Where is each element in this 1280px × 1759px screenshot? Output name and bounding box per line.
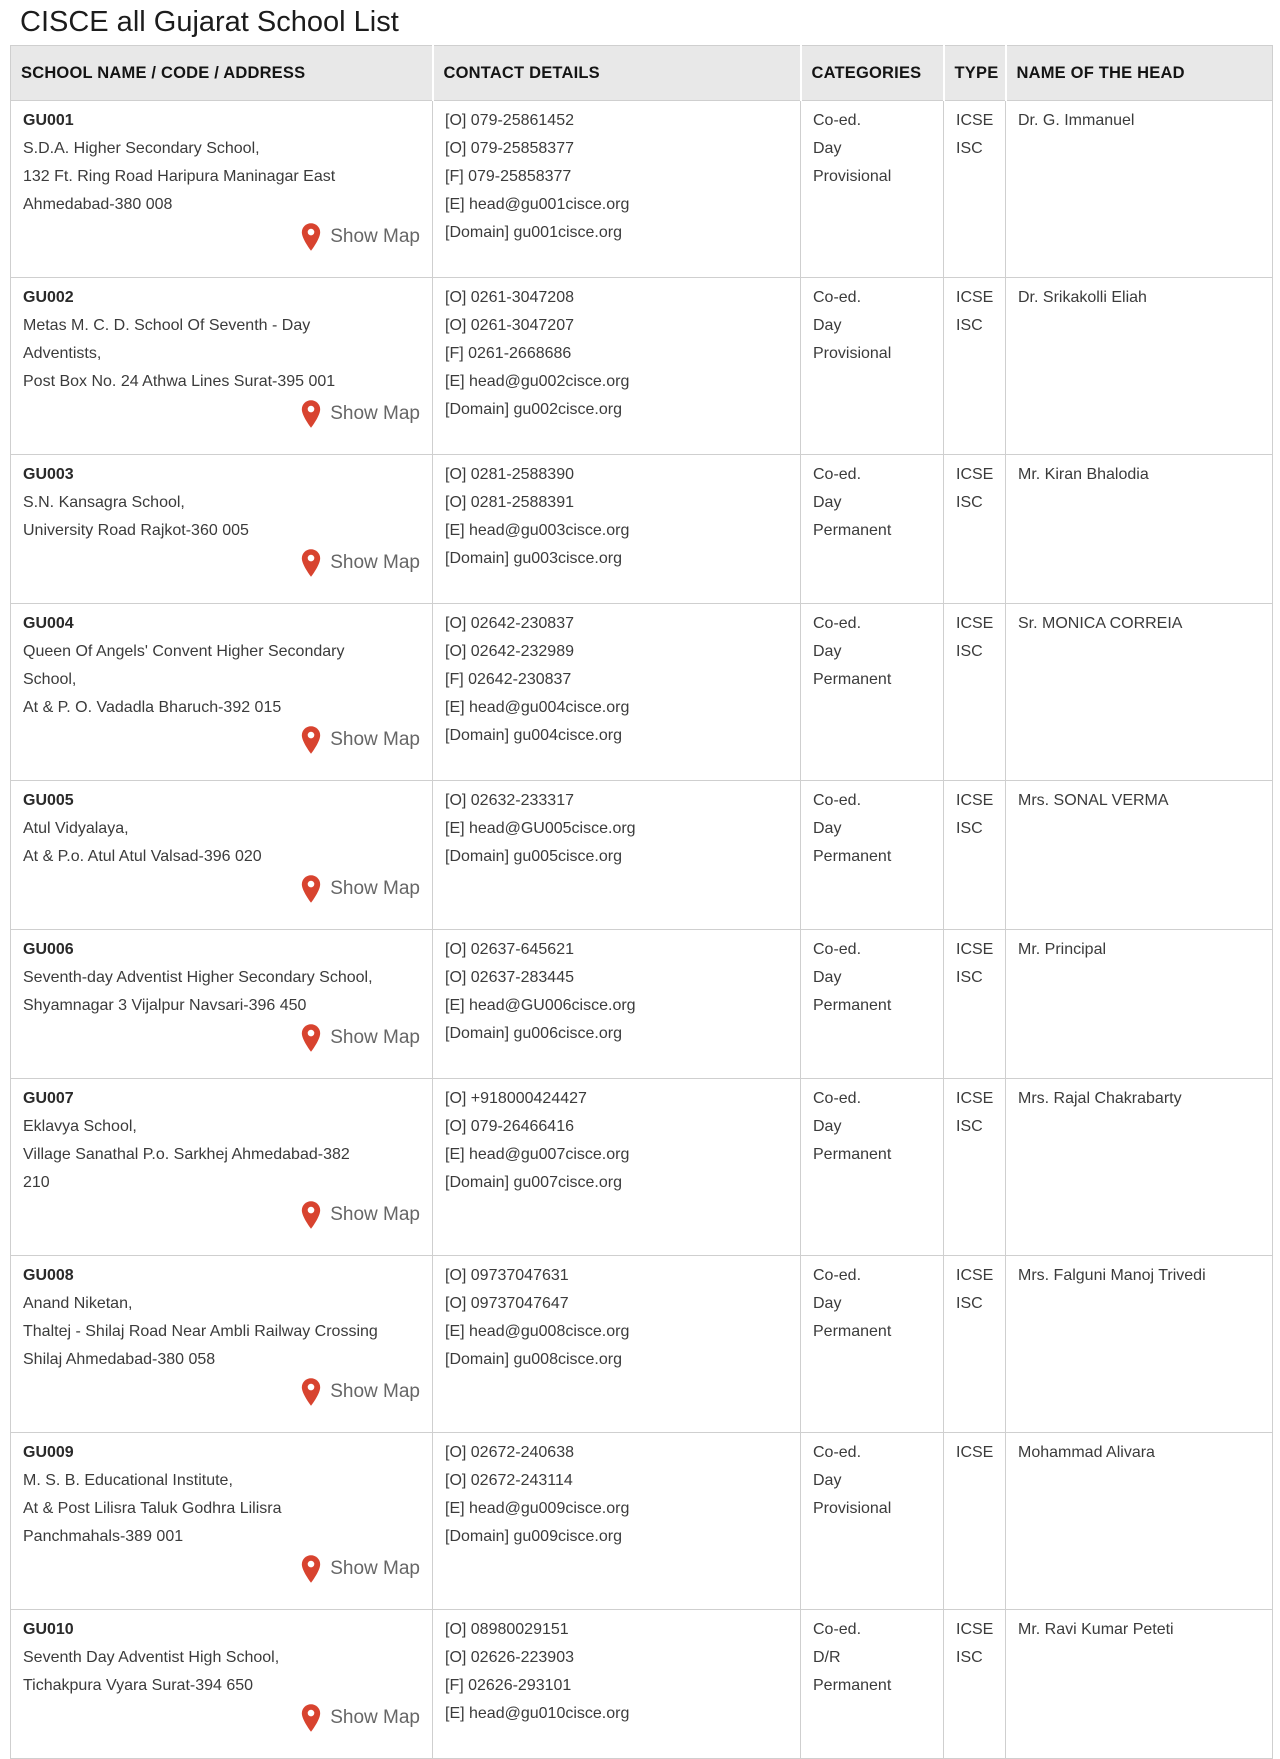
contact-cell — [433, 1079, 801, 1256]
map-pin-icon[interactable] — [300, 1023, 322, 1053]
category-line: Co-ed. — [813, 1267, 862, 1284]
address-line: At & P.o. Atul Atul Valsad-396 020 — [23, 848, 262, 865]
school-code: GU002 — [23, 289, 74, 306]
contact-line: [O] 09737047647 — [445, 1295, 569, 1312]
header-row — [11, 46, 1273, 101]
category-line: Permanent — [813, 522, 892, 539]
school-code: GU001 — [23, 112, 74, 129]
contact-line: [O] 02637-645621 — [445, 941, 574, 958]
contact-line: [Domain] gu005cisce.org — [445, 848, 622, 865]
address-lines — [23, 1467, 422, 1551]
show-map-label: Show Map — [330, 403, 420, 424]
school-cell — [11, 1433, 433, 1610]
contact-cell — [433, 455, 801, 604]
category-line: Co-ed. — [813, 941, 862, 958]
head-name: Mr. Principal — [1018, 941, 1107, 958]
show-map-link[interactable] — [23, 221, 422, 253]
page-title: CISCE all Gujarat School List — [20, 6, 399, 38]
type-line: ICSE — [956, 466, 994, 483]
contact-line: [E] head@gu010cisce.org — [445, 1705, 630, 1722]
map-pin-icon[interactable] — [300, 399, 322, 429]
address-line: Shilaj Ahmedabad-380 058 — [23, 1351, 216, 1368]
address-line: Thaltej - Shilaj Road Near Ambli Railway Crossing — [23, 1323, 378, 1340]
contact-cell — [433, 101, 801, 278]
address-line: M. S. B. Educational Institute, — [23, 1472, 233, 1489]
type-line: ICSE — [956, 1090, 994, 1107]
head-name: Dr. Srikakolli Eliah — [1018, 289, 1147, 306]
contact-line: [O] 079-26466416 — [445, 1118, 574, 1135]
table-row — [11, 278, 1273, 455]
map-pin-icon[interactable] — [300, 1554, 322, 1584]
table-row — [11, 604, 1273, 781]
categories-cell — [801, 1433, 944, 1610]
address-line: 210 — [23, 1174, 50, 1191]
school-code: GU004 — [23, 615, 74, 632]
type-cell — [944, 930, 1006, 1079]
head-name: Mr. Kiran Bhalodia — [1018, 466, 1149, 483]
contact-line: [F] 02626-293101 — [445, 1677, 572, 1694]
address-line: Seventh Day Adventist High School, — [23, 1649, 280, 1666]
category-line: Co-ed. — [813, 466, 862, 483]
address-line: Anand Niketan, — [23, 1295, 133, 1312]
contact-line: [E] head@gu004cisce.org — [445, 699, 630, 716]
type-line: ICSE — [956, 615, 994, 632]
categories-cell — [801, 101, 944, 278]
show-map-link[interactable] — [23, 1022, 422, 1054]
contact-line: [O] +918000424427 — [445, 1090, 587, 1107]
address-line: Metas M. C. D. School Of Seventh - Day — [23, 317, 311, 334]
page — [0, 5, 1280, 1734]
type-line: ISC — [956, 969, 983, 986]
head-name: Mr. Ravi Kumar Peteti — [1018, 1621, 1174, 1638]
contact-line: [Domain] gu008cisce.org — [445, 1351, 622, 1368]
head-cell — [1006, 1079, 1273, 1256]
school-cell — [11, 1256, 433, 1433]
contact-line: [O] 0261-3047208 — [445, 289, 574, 306]
address-line: Adventists, — [23, 345, 102, 362]
category-line: Day — [813, 317, 842, 334]
school-code: GU009 — [23, 1444, 74, 1461]
contact-cell — [433, 781, 801, 930]
header-categories: CATEGORIES — [801, 46, 944, 101]
category-line: Day — [813, 643, 842, 660]
type-line: ICSE — [956, 289, 994, 306]
contact-line: [E] head@gu002cisce.org — [445, 373, 630, 390]
type-line: ICSE — [956, 1267, 994, 1284]
categories-cell — [801, 1256, 944, 1433]
contact-line: [O] 0261-3047207 — [445, 317, 574, 334]
category-line: Permanent — [813, 671, 892, 688]
contact-line: [O] 02642-230837 — [445, 615, 574, 632]
type-line: ICSE — [956, 941, 994, 958]
type-cell — [944, 604, 1006, 781]
category-line: Day — [813, 494, 842, 511]
contact-line: [O] 02637-283445 — [445, 969, 574, 986]
show-map-link[interactable] — [23, 547, 422, 579]
head-name: Mrs. Falguni Manoj Trivedi — [1018, 1267, 1206, 1284]
show-map-label: Show Map — [330, 1558, 420, 1579]
categories-cell — [801, 604, 944, 781]
show-map-label: Show Map — [330, 1027, 420, 1048]
address-line: At & Post Lilisra Taluk Godhra Lilisra — [23, 1500, 282, 1517]
head-name: Mrs. SONAL VERMA — [1018, 792, 1169, 809]
map-pin-icon[interactable] — [300, 1200, 322, 1230]
table-row — [11, 781, 1273, 930]
type-cell — [944, 101, 1006, 278]
type-line: ISC — [956, 317, 983, 334]
contact-line: [E] head@gu003cisce.org — [445, 522, 630, 539]
category-line: Day — [813, 1118, 842, 1135]
category-line: D/R — [813, 1649, 841, 1666]
type-line: ISC — [956, 1118, 983, 1135]
show-map-link[interactable] — [23, 1376, 422, 1408]
school-cell — [11, 781, 433, 930]
category-line: Day — [813, 969, 842, 986]
contact-line: [Domain] gu009cisce.org — [445, 1528, 622, 1545]
show-map-label: Show Map — [330, 552, 420, 573]
address-lines — [23, 1290, 422, 1374]
category-line: Permanent — [813, 997, 892, 1014]
address-lines — [23, 1644, 422, 1700]
head-name: Dr. G. Immanuel — [1018, 112, 1135, 129]
school-table-body — [11, 101, 1273, 1759]
category-line: Day — [813, 1472, 842, 1489]
address-line: Seventh-day Adventist Higher Secondary School, — [23, 969, 373, 986]
header-school-name: SCHOOL NAME / CODE / ADDRESS — [11, 46, 433, 101]
categories-cell — [801, 455, 944, 604]
head-cell — [1006, 930, 1273, 1079]
school-cell — [11, 1610, 433, 1759]
show-map-link[interactable] — [23, 1199, 422, 1231]
address-line: At & P. O. Vadadla Bharuch-392 015 — [23, 699, 282, 716]
category-line: Co-ed. — [813, 615, 862, 632]
contact-cell — [433, 278, 801, 455]
contact-line: [E] head@gu008cisce.org — [445, 1323, 630, 1340]
type-line: ICSE — [956, 1621, 994, 1638]
category-line: Co-ed. — [813, 1090, 862, 1107]
address-lines — [23, 964, 422, 1020]
contact-cell — [433, 604, 801, 781]
map-pin-icon[interactable] — [300, 548, 322, 578]
type-cell — [944, 278, 1006, 455]
address-line: Queen Of Angels' Convent Higher Secondary — [23, 643, 345, 660]
address-line: Tichakpura Vyara Surat-394 650 — [23, 1677, 254, 1694]
show-map-label: Show Map — [330, 878, 420, 899]
map-pin-icon[interactable] — [300, 725, 322, 755]
type-line: ISC — [956, 140, 983, 157]
type-cell — [944, 1256, 1006, 1433]
category-line: Permanent — [813, 1146, 892, 1163]
contact-cell — [433, 1610, 801, 1759]
contact-line: [Domain] gu003cisce.org — [445, 550, 622, 567]
contact-line: [O] 02672-240638 — [445, 1444, 574, 1461]
category-line: Co-ed. — [813, 1621, 862, 1638]
header-contact-details: CONTACT DETAILS — [433, 46, 801, 101]
address-line: Shyamnagar 3 Vijalpur Navsari-396 450 — [23, 997, 307, 1014]
contact-cell — [433, 1433, 801, 1610]
head-name: Mrs. Rajal Chakrabarty — [1018, 1090, 1182, 1107]
contact-line: [O] 079-25861452 — [445, 112, 574, 129]
head-cell — [1006, 604, 1273, 781]
show-map-link[interactable] — [23, 1553, 422, 1585]
contact-line: [F] 0261-2668686 — [445, 345, 572, 362]
address-line: School, — [23, 671, 77, 688]
address-line: 132 Ft. Ring Road Haripura Maninagar East — [23, 168, 336, 185]
address-line: Post Box No. 24 Athwa Lines Surat-395 001 — [23, 373, 336, 390]
table-row — [11, 1610, 1273, 1759]
categories-cell — [801, 1079, 944, 1256]
table-row — [11, 1079, 1273, 1256]
show-map-link[interactable] — [23, 873, 422, 905]
address-line: University Road Rajkot-360 005 — [23, 522, 249, 539]
school-code: GU010 — [23, 1621, 74, 1638]
category-line: Permanent — [813, 1677, 892, 1694]
contact-line: [E] head@gu009cisce.org — [445, 1500, 630, 1517]
category-line: Co-ed. — [813, 1444, 862, 1461]
type-line: ICSE — [956, 1444, 994, 1461]
show-map-link[interactable] — [23, 724, 422, 756]
contact-line: [Domain] gu004cisce.org — [445, 727, 622, 744]
type-cell — [944, 1079, 1006, 1256]
category-line: Day — [813, 1295, 842, 1312]
table-row — [11, 455, 1273, 604]
school-cell — [11, 278, 433, 455]
school-cell — [11, 604, 433, 781]
type-line: ISC — [956, 1649, 983, 1666]
categories-cell — [801, 930, 944, 1079]
head-name: Mohammad Alivara — [1018, 1444, 1155, 1461]
category-line: Co-ed. — [813, 792, 862, 809]
contact-line: [O] 02626-223903 — [445, 1649, 574, 1666]
header-type: TYPE — [944, 46, 1006, 101]
category-line: Day — [813, 820, 842, 837]
school-code: GU008 — [23, 1267, 74, 1284]
contact-line: [O] 02642-232989 — [445, 643, 574, 660]
school-table — [10, 45, 1273, 1759]
address-line: Panchmahals-389 001 — [23, 1528, 184, 1545]
school-code: GU003 — [23, 466, 74, 483]
contact-cell — [433, 1256, 801, 1433]
category-line: Co-ed. — [813, 112, 862, 129]
show-map-label: Show Map — [330, 1381, 420, 1402]
category-line: Co-ed. — [813, 289, 862, 306]
contact-line: [O] 08980029151 — [445, 1621, 569, 1638]
show-map-label: Show Map — [330, 729, 420, 750]
map-pin-icon[interactable] — [300, 222, 322, 252]
address-line: Village Sanathal P.o. Sarkhej Ahmedabad-382 — [23, 1146, 350, 1163]
contact-line: [E] head@GU006cisce.org — [445, 997, 636, 1014]
contact-line: [O] 0281-2588391 — [445, 494, 574, 511]
map-pin-icon[interactable] — [300, 1377, 322, 1407]
head-cell — [1006, 1610, 1273, 1759]
head-cell — [1006, 1256, 1273, 1433]
address-line: Eklavya School, — [23, 1118, 137, 1135]
address-lines — [23, 489, 422, 545]
type-cell — [944, 455, 1006, 604]
address-lines — [23, 815, 422, 871]
contact-line: [E] head@gu001cisce.org — [445, 196, 630, 213]
school-cell — [11, 101, 433, 278]
contact-line: [O] 079-25858377 — [445, 140, 574, 157]
contact-line: [O] 02632-233317 — [445, 792, 574, 809]
contact-line: [E] head@GU005cisce.org — [445, 820, 636, 837]
type-line: ISC — [956, 494, 983, 511]
map-pin-icon[interactable] — [300, 874, 322, 904]
category-line: Day — [813, 140, 842, 157]
contact-line: [F] 02642-230837 — [445, 671, 572, 688]
type-line: ISC — [956, 820, 983, 837]
contact-line: [E] head@gu007cisce.org — [445, 1146, 630, 1163]
school-code: GU005 — [23, 792, 74, 809]
school-code: GU007 — [23, 1090, 74, 1107]
contact-cell — [433, 930, 801, 1079]
category-line: Permanent — [813, 848, 892, 865]
type-cell — [944, 1433, 1006, 1610]
address-lines — [23, 135, 422, 219]
contact-line: [Domain] gu006cisce.org — [445, 1025, 622, 1042]
address-line: S.N. Kansagra School, — [23, 494, 185, 511]
show-map-label: Show Map — [330, 1707, 420, 1728]
table-row — [11, 1433, 1273, 1610]
address-lines — [23, 312, 422, 396]
category-line: Provisional — [813, 168, 892, 185]
type-cell — [944, 1610, 1006, 1759]
show-map-link[interactable] — [23, 398, 422, 430]
show-map-link[interactable] — [23, 1702, 422, 1734]
school-cell — [11, 1079, 433, 1256]
contact-line: [Domain] gu007cisce.org — [445, 1174, 622, 1191]
table-row — [11, 1256, 1273, 1433]
contact-line: [O] 09737047631 — [445, 1267, 569, 1284]
address-lines — [23, 1113, 422, 1197]
head-cell — [1006, 101, 1273, 278]
categories-cell — [801, 278, 944, 455]
head-name: Sr. MONICA CORREIA — [1018, 615, 1183, 632]
head-cell — [1006, 1433, 1273, 1610]
table-row — [11, 930, 1273, 1079]
school-cell — [11, 930, 433, 1079]
head-cell — [1006, 278, 1273, 455]
contact-line: [F] 079-25858377 — [445, 168, 572, 185]
category-line: Provisional — [813, 1500, 892, 1517]
contact-line: [Domain] gu001cisce.org — [445, 224, 622, 241]
address-line: Ahmedabad-380 008 — [23, 196, 173, 213]
address-line: Atul Vidyalaya, — [23, 820, 129, 837]
category-line: Provisional — [813, 345, 892, 362]
show-map-label: Show Map — [330, 226, 420, 247]
categories-cell — [801, 1610, 944, 1759]
address-line: S.D.A. Higher Secondary School, — [23, 140, 260, 157]
contact-line: [O] 02672-243114 — [445, 1472, 573, 1489]
head-cell — [1006, 455, 1273, 604]
type-line: ICSE — [956, 112, 994, 129]
type-line: ISC — [956, 1295, 983, 1312]
contact-line: [O] 0281-2588390 — [445, 466, 574, 483]
type-cell — [944, 781, 1006, 930]
head-cell — [1006, 781, 1273, 930]
type-line: ICSE — [956, 792, 994, 809]
table-header — [11, 46, 1273, 101]
address-lines — [23, 638, 422, 722]
school-cell — [11, 455, 433, 604]
header-name-of-head: NAME OF THE HEAD — [1006, 46, 1273, 101]
table-row — [11, 101, 1273, 278]
show-map-label: Show Map — [330, 1204, 420, 1225]
contact-line: [Domain] gu002cisce.org — [445, 401, 622, 418]
school-code: GU006 — [23, 941, 74, 958]
category-line: Permanent — [813, 1323, 892, 1340]
categories-cell — [801, 781, 944, 930]
type-line: ISC — [956, 643, 983, 660]
